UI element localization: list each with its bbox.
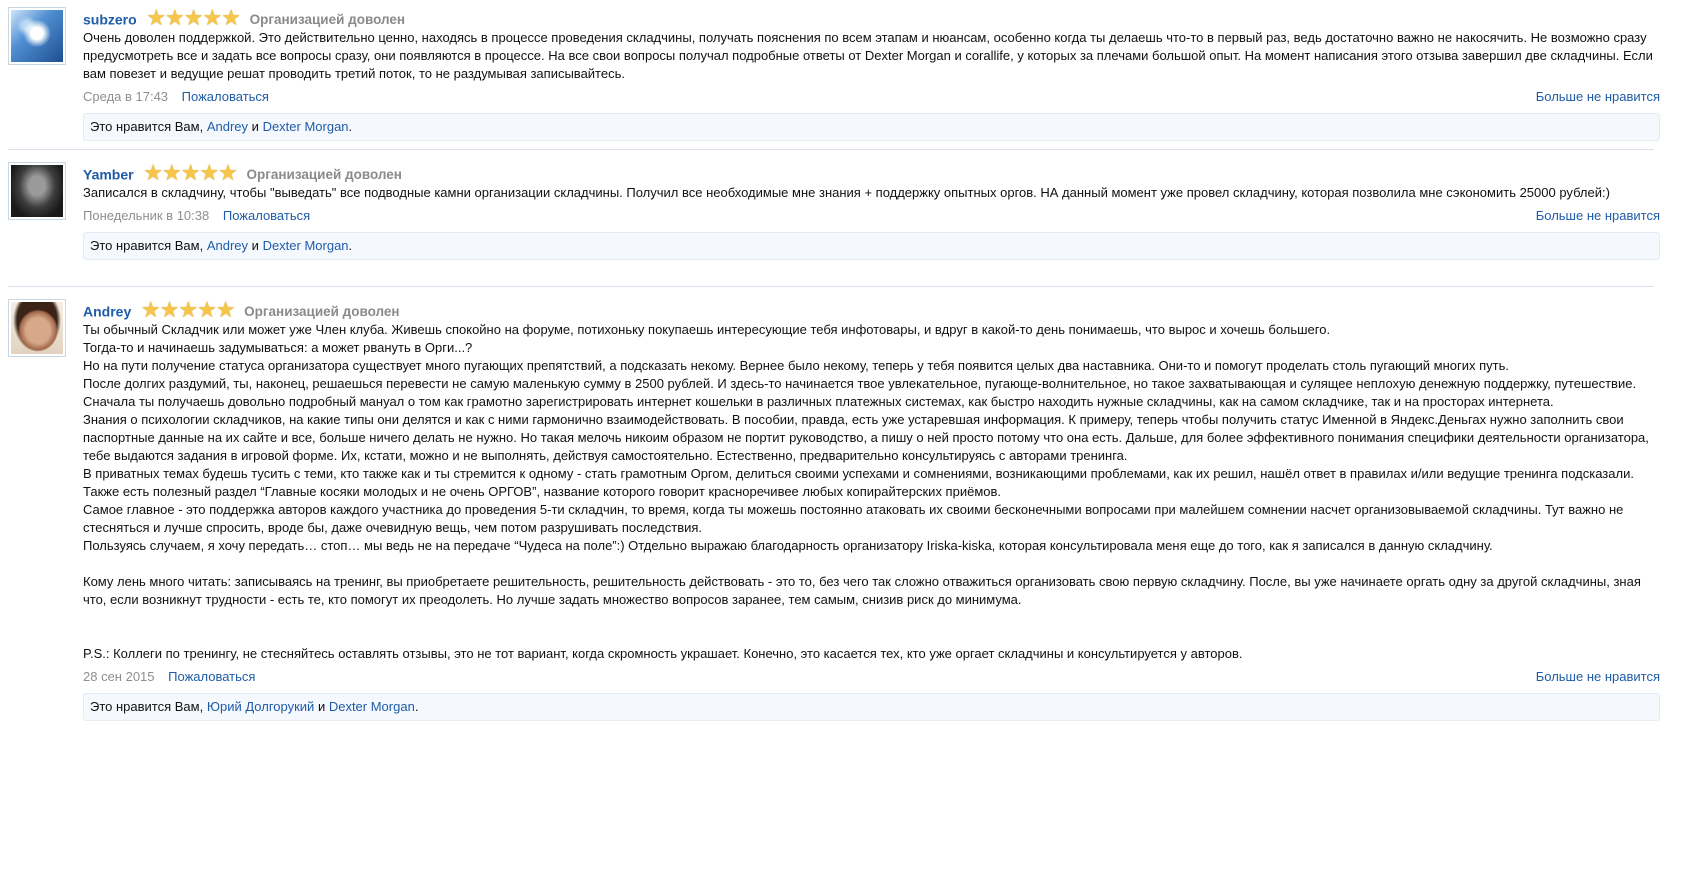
liker-link[interactable]: Dexter Morgan xyxy=(262,238,349,253)
review-date: Среда в 17:43 xyxy=(83,89,169,104)
review-body xyxy=(83,299,1660,721)
review-paragraph: Сначала ты получаешь довольно подробный мануал о том как грамотно зарегистрировать интернет кошельки в различных платежных системах, как быстро находить нужные складчины, как на самом складчике, так и на просторах интернета. xyxy=(83,394,1554,409)
author-link[interactable]: Andrey xyxy=(83,303,132,320)
blank-line xyxy=(83,627,1660,645)
report-link[interactable]: Пожаловаться xyxy=(222,208,311,223)
star-icon: ★ xyxy=(221,5,241,30)
author-link[interactable]: Yamber xyxy=(83,166,134,183)
unlike-link[interactable]: Больше не нравится xyxy=(1535,669,1660,684)
divider xyxy=(8,286,1654,287)
review-verdict: Организацией доволен xyxy=(246,166,402,182)
unlike-link[interactable]: Больше не нравится xyxy=(1535,208,1660,223)
avatar[interactable] xyxy=(8,7,66,65)
review-header xyxy=(83,162,1660,184)
review-verdict: Организацией доволен xyxy=(249,11,406,27)
avatar[interactable] xyxy=(8,162,66,220)
review-paragraph: Знания о психологии складчиков, на какие типы они делятся и как с ними гармонично взаимодействовать. В пособии, правда, есть уже устаревшая информация. К примеру, теперь чтобы получить статус Именной в Яндекс.Деньгах нужно заполнить свои паспортные данные на их сайте и все, больше ничего делать не нужно. Но такая мелочь никоим образом не портит руководство, а пишу о ней просто потому что она есть. Дальше, для более эффективного понимания специфики деятельности организатора, тебе выдаются задания в игровой форме. Их, кстати, можно и не выполнять, действуя самостоятельно. Естественно, предварительно консультируясь с авторами тренинга. xyxy=(83,412,1649,463)
review-paragraph: Ты обычный Складчик или может уже Член клуба. Живешь спокойно на форуме, потихоньку покупаешь интересующие тебя инфотовары, и вдруг в какой-то день понимаешь, что вырос и хочешь большего. xyxy=(83,322,1331,337)
rating-stars xyxy=(141,299,235,324)
rating-stars xyxy=(143,162,237,187)
star-icon: ★ xyxy=(199,160,220,185)
review-paragraph: Кому лень много читать: записываясь на тренинг, вы приобретаете решительность, решительность действовать - это то, без чего так сложно отважиться организовать свою первую складчину. После, вы уже начинаете оргать одну за другой складчины, зная что, если возникнут трудности - есть те, кто помогут их преодолеть. Но лучше задать множество вопросов заранее, тем самым, снизив риск до минимума. xyxy=(83,574,1641,607)
review-meta xyxy=(83,87,1660,107)
star-icon: ★ xyxy=(159,297,180,322)
review-body xyxy=(83,162,1660,260)
review-header xyxy=(83,7,1660,29)
likes-and: и xyxy=(251,238,259,253)
review-text xyxy=(83,321,1660,663)
star-icon: ★ xyxy=(140,297,161,322)
star-icon: ★ xyxy=(165,5,185,30)
likes-bar: Это нравится Вам, Юрий Долгорукий и Dexter Morgan. xyxy=(83,693,1660,721)
blank-line xyxy=(83,555,1660,573)
star-icon: ★ xyxy=(202,5,223,30)
likes-prefix: Это нравится Вам, xyxy=(90,119,204,134)
review-paragraph: Самое главное - это поддержка авторов каждого участника до проведения 5-ти складчин, то время, когда ты можешь постоянно атаковать их своими бесконечными вопросами при малейшем сомнении насчет организовываемой складчины. Тут важно не стесняться и лучше спросить, вроде бы, даже очевидную вещь, чем потом разрушивать последствия. xyxy=(83,502,1624,535)
blank-line xyxy=(83,609,1660,627)
review-paragraph: В приватных темах будешь тусить с теми, кто также как и ты стремится к одному - стать грамотным Оргом, делиться своими успехами и сомнениями, возникающими проблемами, как их решил, нашёл ответ в правилах и/или ведущие тренинга подсказали. xyxy=(83,466,1634,481)
report-link[interactable]: Пожаловаться xyxy=(181,89,269,104)
review-header xyxy=(83,299,1660,321)
review-body xyxy=(83,7,1660,141)
portrait-avatar xyxy=(11,302,63,354)
review-paragraph: После долгих раздумий, ты, наконец, решаешься перевести не самую маленькую сумму в 2500 рублей. И здесь-то начинается твое увлекательное, пугающе-волнительное, но такое захватывающая и сулящее неплохую денежную поддержку, путешествие. xyxy=(83,376,1637,391)
snowflake-avatar xyxy=(11,10,63,62)
star-icon: ★ xyxy=(146,5,167,30)
review-text xyxy=(83,184,1660,202)
liker-link[interactable]: Andrey xyxy=(206,238,249,253)
likes-bar: Это нравится Вам, Andrey и Dexter Morgan. xyxy=(83,113,1660,141)
review-paragraph: Но на пути получение статуса организатора существует много пугающих препятствий, а подсказать некому. Вернее было некому, теперь у тебя появится целых два наставника. Они-то и помогут проделать столь пугающий многих путь. xyxy=(83,358,1510,373)
author-link[interactable]: subzero xyxy=(83,11,137,28)
likes-and: и xyxy=(317,699,326,714)
review-paragraph: Пользуясь случаем, я хочу передать… стоп… мы ведь не на передаче “Чудеса на поле”:) Отдельно выражаю благодарность организатору Iriska-kiska, которая консультировала меня еще до того, как я записался в данную складчину. xyxy=(83,538,1493,553)
avatar[interactable] xyxy=(8,299,66,357)
star-icon: ★ xyxy=(218,160,238,185)
star-icon: ★ xyxy=(215,297,236,322)
likes-bar: Это нравится Вам, Andrey и Dexter Morgan. xyxy=(83,232,1660,260)
likes-prefix: Это нравится Вам, xyxy=(90,238,204,253)
review-paragraph: Очень доволен поддержкой. Это действительно ценно, находясь в процессе проведения складчины, получать пояснения по всем этапам и нюансам, особенно когда ты делаешь что-то в первый раз, ведь достаточно важно не накосячить. Не возможно сразу предусмотреть все и задать все вопросы сразу, они появляются в процессе. На все свои вопросы получал подробные ответы от Dexter Morgan и corallife, у которых за плечами большой опыт. На момент написания этого отзыва завершил две складчины. Если вам повезет и ведущие решат проводить третий поток, то не раздумывая записывайтесь. xyxy=(83,30,1653,81)
liker-link[interactable]: Юрий Долгорукий xyxy=(206,699,315,714)
review-meta xyxy=(83,206,1660,226)
star-icon: ★ xyxy=(197,297,217,322)
likes-prefix: Это нравится Вам, xyxy=(90,699,204,714)
review-meta xyxy=(83,667,1660,687)
review-date: 28 сен 2015 xyxy=(83,669,155,684)
review-text xyxy=(83,29,1660,83)
report-link[interactable]: Пожаловаться xyxy=(168,669,256,684)
review-paragraph: Также есть полезный раздел “Главные косяки молодых и не очень ОРГОВ”, название которого говорит красноречивее любых копирайтерских приёмов. xyxy=(83,484,1001,499)
review-paragraph: Записался в складчину, чтобы "выведать" все подводные камни организации складчины. Получил все необходимые мне знания + поддержку опытных оргов. НА данный момент уже провел складчину, которая позволила мне сэкономить 25000 рублей:) xyxy=(83,185,1610,200)
liker-link[interactable]: Dexter Morgan xyxy=(328,699,415,714)
liker-link[interactable]: Dexter Morgan xyxy=(262,119,349,134)
divider xyxy=(8,149,1654,150)
review-paragraph: Тогда-то и начинаешь задумываться: а может рвануть в Орги...? xyxy=(83,340,473,355)
unlike-link[interactable]: Больше не нравится xyxy=(1535,89,1660,104)
star-icon: ★ xyxy=(178,297,199,322)
review-paragraph: P.S.: Коллеги по тренингу, не стесняйтесь оставлять отзывы, это не тот вариант, когда скромность украшает. Конечно, это касается тех, кто уже оргает складчины и консультируется у авторов. xyxy=(83,646,1243,661)
star-icon: ★ xyxy=(143,160,163,185)
wolf-avatar xyxy=(11,165,63,217)
star-icon: ★ xyxy=(180,160,201,185)
star-icon: ★ xyxy=(183,5,204,30)
star-icon: ★ xyxy=(161,160,182,185)
review-date: Понедельник в 10:38 xyxy=(83,208,210,223)
likes-and: и xyxy=(251,119,259,134)
review-verdict: Организацией доволен xyxy=(244,303,400,319)
rating-stars xyxy=(146,7,240,32)
liker-link[interactable]: Andrey xyxy=(206,119,249,134)
